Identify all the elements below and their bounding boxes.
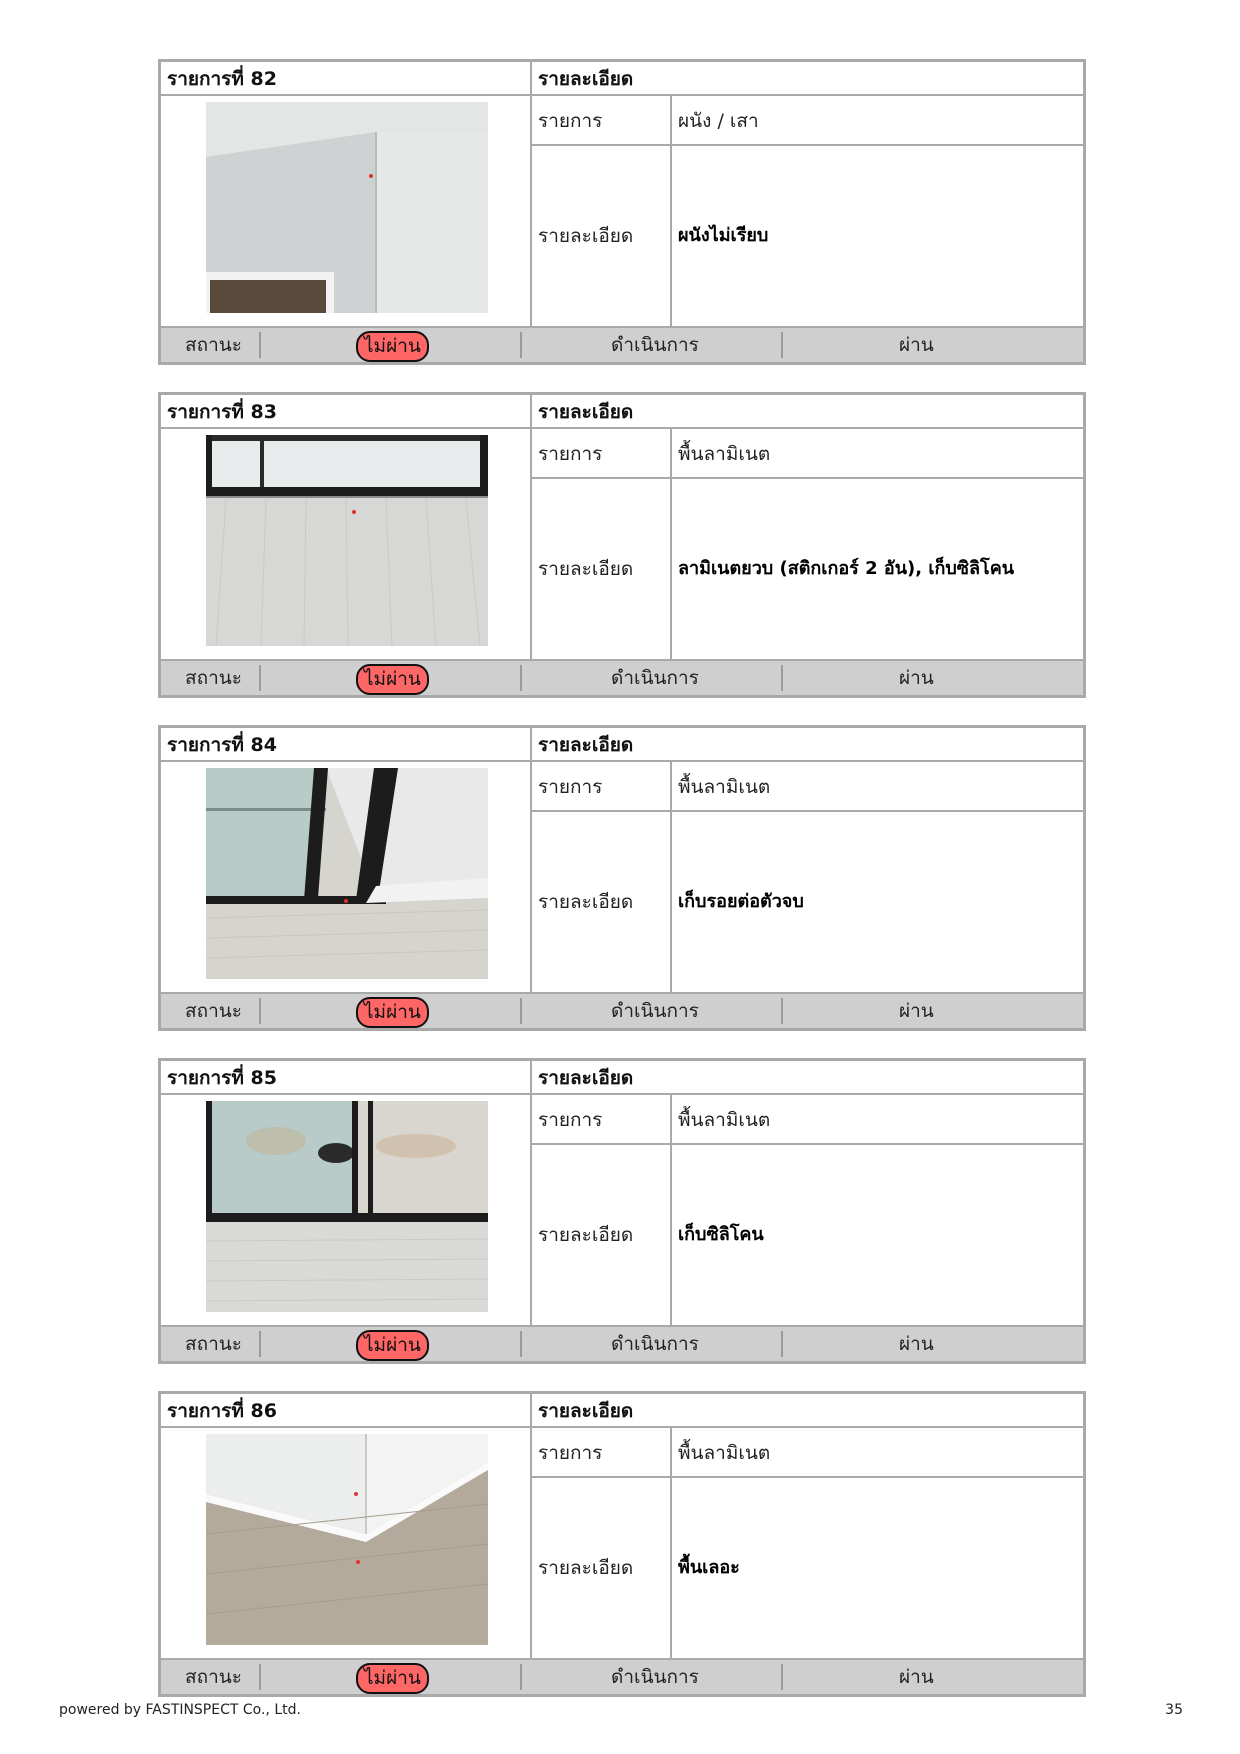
inspection-card-86 — [158, 1391, 1086, 1697]
divider — [520, 1664, 522, 1690]
fail-badge[interactable]: ไม่ผ่าน — [356, 997, 429, 1028]
status-bar — [161, 1325, 1083, 1361]
divider — [520, 332, 522, 358]
inspection-card-82 — [158, 59, 1086, 365]
divider — [670, 146, 672, 326]
item-number: รายการที่ 82 — [167, 68, 277, 90]
divider — [259, 1331, 261, 1357]
photo-balcony-door-silicone — [206, 1101, 488, 1312]
details-column — [530, 96, 1083, 326]
status-bar — [161, 1658, 1083, 1694]
inspection-photo[interactable] — [206, 1434, 488, 1645]
item-number: รายการที่ 84 — [167, 734, 277, 756]
item-row — [532, 429, 1083, 479]
pass-label[interactable]: ผ่าน — [899, 667, 934, 689]
card-header — [161, 62, 1083, 96]
detail-key: รายละเอียด — [538, 891, 634, 913]
divider — [781, 332, 783, 358]
divider — [520, 1331, 522, 1357]
inspection-card-85 — [158, 1058, 1086, 1364]
divider — [520, 998, 522, 1024]
detail-row — [532, 812, 1083, 992]
inspection-photo[interactable] — [206, 1101, 488, 1312]
fail-badge[interactable]: ไม่ผ่าน — [356, 331, 429, 362]
item-value: พื้นลามิเนต — [678, 776, 771, 798]
status-label: สถานะ — [185, 667, 242, 689]
header-detail-label: รายละเอียด — [538, 68, 634, 90]
item-value: ผนัง / เสา — [678, 110, 759, 132]
detail-key: รายละเอียด — [538, 225, 634, 247]
fail-badge[interactable]: ไม่ผ่าน — [356, 1663, 429, 1694]
pass-label[interactable]: ผ่าน — [899, 334, 934, 356]
page-number: 35 — [1165, 1702, 1183, 1718]
action-label[interactable]: ดำเนินการ — [611, 1333, 699, 1355]
photo-door-frame-joint — [206, 768, 488, 979]
item-number: รายการที่ 86 — [167, 1400, 277, 1422]
action-label[interactable]: ดำเนินการ — [611, 334, 699, 356]
item-value: พื้นลามิเนต — [678, 443, 771, 465]
divider — [781, 998, 783, 1024]
status-label: สถานะ — [185, 1333, 242, 1355]
status-bar — [161, 992, 1083, 1028]
detail-row — [532, 479, 1083, 659]
divider — [259, 998, 261, 1024]
detail-row — [532, 1145, 1083, 1325]
inspection-card-83 — [158, 392, 1086, 698]
divider — [259, 332, 261, 358]
detail-key: รายละเอียด — [538, 1557, 634, 1579]
divider — [670, 1428, 672, 1476]
inspection-photo[interactable] — [206, 102, 488, 313]
divider — [781, 665, 783, 691]
details-column — [530, 1095, 1083, 1325]
photo-wall-corner — [206, 102, 488, 313]
item-value: พื้นลามิเนต — [678, 1442, 771, 1464]
photo-floor-corner — [206, 1434, 488, 1645]
divider — [530, 1394, 532, 1426]
item-key: รายการ — [538, 443, 603, 465]
item-key: รายการ — [538, 110, 603, 132]
header-detail-label: รายละเอียด — [538, 734, 634, 756]
pass-label[interactable]: ผ่าน — [899, 1666, 934, 1688]
detail-key: รายละเอียด — [538, 558, 634, 580]
photo-cell — [161, 1428, 530, 1658]
fail-badge[interactable]: ไม่ผ่าน — [356, 664, 429, 695]
item-key: รายการ — [538, 776, 603, 798]
action-label[interactable]: ดำเนินการ — [611, 1666, 699, 1688]
details-column — [530, 1428, 1083, 1658]
status-label: สถานะ — [185, 1666, 242, 1688]
item-number: รายการที่ 85 — [167, 1067, 277, 1089]
detail-row — [532, 146, 1083, 326]
header-detail-label: รายละเอียด — [538, 1400, 634, 1422]
item-value: พื้นลามิเนต — [678, 1109, 771, 1131]
status-label: สถานะ — [185, 1000, 242, 1022]
details-column — [530, 429, 1083, 659]
item-row — [532, 1095, 1083, 1145]
detail-value: ผนังไม่เรียบ — [678, 225, 769, 246]
card-header — [161, 1394, 1083, 1428]
item-row — [532, 1428, 1083, 1478]
photo-cell — [161, 762, 530, 992]
item-number: รายการที่ 83 — [167, 401, 277, 423]
fail-badge[interactable]: ไม่ผ่าน — [356, 1330, 429, 1361]
divider — [530, 395, 532, 427]
item-row — [532, 96, 1083, 146]
pass-label[interactable]: ผ่าน — [899, 1000, 934, 1022]
divider — [670, 1145, 672, 1325]
divider — [670, 429, 672, 477]
inspection-photo[interactable] — [206, 435, 488, 646]
status-label: สถานะ — [185, 334, 242, 356]
action-label[interactable]: ดำเนินการ — [611, 1000, 699, 1022]
divider — [259, 665, 261, 691]
card-header — [161, 395, 1083, 429]
divider — [781, 1331, 783, 1357]
photo-cell — [161, 429, 530, 659]
divider — [530, 1061, 532, 1093]
detail-row — [532, 1478, 1083, 1658]
card-header — [161, 1061, 1083, 1095]
inspection-card-84 — [158, 725, 1086, 1031]
inspection-photo[interactable] — [206, 768, 488, 979]
status-bar — [161, 326, 1083, 362]
powered-by-footer: powered by FASTINSPECT Co., Ltd. — [59, 1702, 301, 1718]
divider — [670, 812, 672, 992]
divider — [670, 762, 672, 810]
detail-value: พื้นเลอะ — [678, 1557, 740, 1578]
divider — [670, 479, 672, 659]
card-header — [161, 728, 1083, 762]
photo-sliding-door-floor — [206, 435, 488, 646]
item-key: รายการ — [538, 1109, 603, 1131]
divider — [530, 728, 532, 760]
item-key: รายการ — [538, 1442, 603, 1464]
detail-value: เก็บรอยต่อตัวจบ — [678, 891, 804, 912]
divider — [520, 665, 522, 691]
photo-cell — [161, 1095, 530, 1325]
divider — [530, 62, 532, 94]
details-column — [530, 762, 1083, 992]
divider — [670, 1478, 672, 1658]
divider — [670, 1095, 672, 1143]
divider — [670, 96, 672, 144]
status-bar — [161, 659, 1083, 695]
action-label[interactable]: ดำเนินการ — [611, 667, 699, 689]
photo-cell — [161, 96, 530, 326]
detail-value: เก็บซิลิโคน — [678, 1224, 764, 1245]
detail-value: ลามิเนตยวบ (สติกเกอร์ 2 อัน), เก็บซิลิโคน — [678, 558, 1015, 579]
divider — [259, 1664, 261, 1690]
pass-label[interactable]: ผ่าน — [899, 1333, 934, 1355]
divider — [781, 1664, 783, 1690]
detail-key: รายละเอียด — [538, 1224, 634, 1246]
header-detail-label: รายละเอียด — [538, 401, 634, 423]
item-row — [532, 762, 1083, 812]
header-detail-label: รายละเอียด — [538, 1067, 634, 1089]
